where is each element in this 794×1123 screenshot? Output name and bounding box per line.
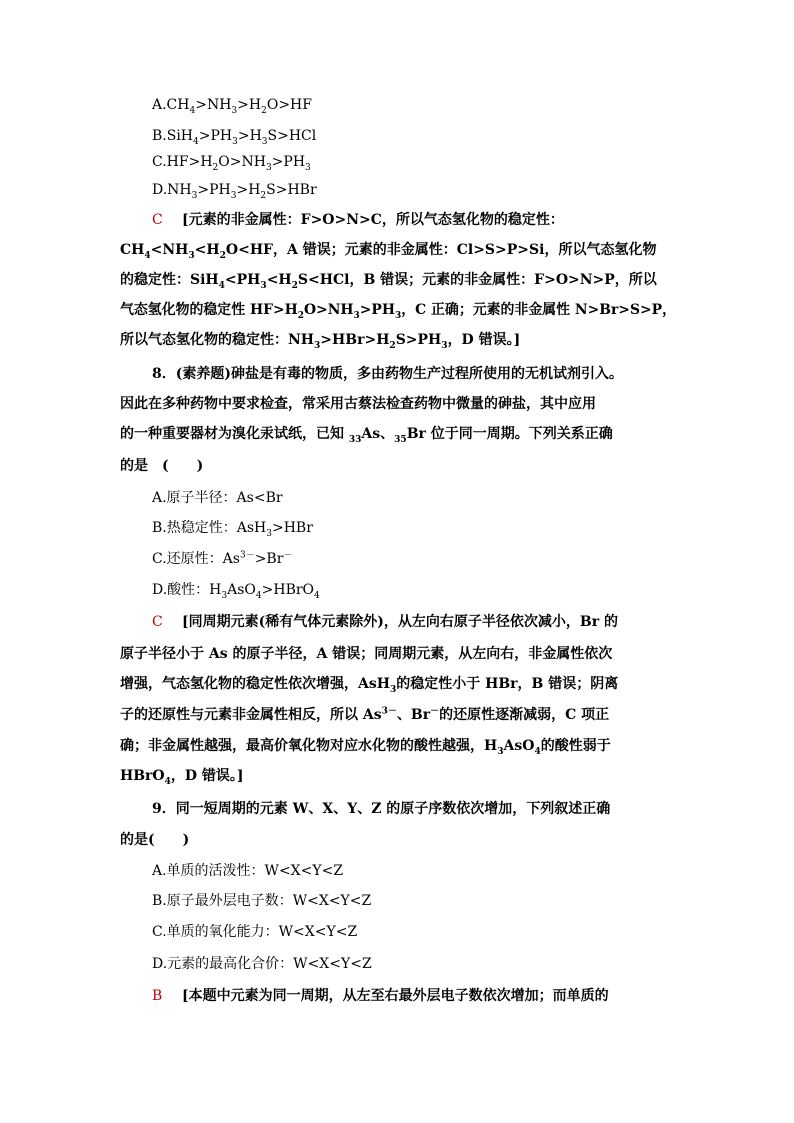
q9-option-b: B.原子最外层电子数：W<X<Y<Z xyxy=(152,893,372,909)
q8-option-a: A.原子半径：As<Br xyxy=(152,490,283,506)
q8-stem-line-4: 的是 ( ) xyxy=(120,458,204,474)
q7-option-a: $A.CH_4>NH_3>H_2O>HF$ xyxy=(152,97,312,115)
q7-explanation-line-5: 所以气态氢化物的稳定性：$NH_3>HBr>H_2S>PH_3$，D 错误。] xyxy=(120,332,521,350)
q8-stem-line-1: 8．(素养题)砷盐是有毒的物质，多由药物生产过程所使用的无机试剂引入。 xyxy=(152,366,623,382)
q9-stem-line-1: 9．同一短周期的元素 W、X、Y、Z 的原子序数依次增加，下列叙述正确 xyxy=(152,801,611,817)
q9-answer-letter: B xyxy=(152,988,163,1004)
q8-stem-line-3: 的一种重要器材为溴化汞试纸，已知 $_{33}$As、$_{35}$Br 位于同一周期。下列关系正确 xyxy=(120,426,613,444)
q8-option-c: C.还原性：$As^{3-}>Br^-$ xyxy=(152,550,293,567)
q7-option-d: $D.NH_3>PH_3>H_2S>HBr$ xyxy=(152,182,317,200)
q7-explanation-line-4: 气态氢化物的稳定性 $HF>H_2O>NH_3>PH_3$，C 正确；元素的非金属性 N>Br>S>P， xyxy=(120,302,676,320)
q8-explanation-line-3: 增强，气态氢化物的稳定性依次增强，AsH$_3$的稳定性小于 HBr，B 错误；阴离 xyxy=(120,676,619,694)
q9-option-d: D.元素的最高化合价：W<X<Y<Z xyxy=(152,956,372,972)
q7-explanation-line-1: C [元素的非金属性：F>O>N>C，所以气态氢化物的稳定性： xyxy=(152,212,564,228)
q8-explanation-line-5: 确；非金属性越强，最高价氧化物对应水化物的酸性越强，$H_3AsO_4$的酸性弱于 xyxy=(120,738,611,756)
q7-option-c: $C.HF>H_2O>NH_3>PH_3$ xyxy=(152,154,311,172)
q8-explanation-line-1: C [同周期元素(稀有气体元素除外)，从左向右原子半径依次减小，Br 的 xyxy=(152,614,618,630)
q7-option-b: $B.SiH_4>PH_3>H_3S>HCl$ xyxy=(152,128,317,146)
q9-option-a: A.单质的活泼性：W<X<Y<Z xyxy=(152,863,344,879)
q8-explanation-line-2: 原子半径小于 As 的原子半径，A 错误；同周期元素，从左向右，非金属性依次 xyxy=(120,646,613,662)
q7-explanation-line-3: 的稳定性：$SiH_4<PH_3<H_2S<HCl$，B 错误；元素的非金属性：F>O>N>P，所以 xyxy=(120,272,657,290)
q8-answer-letter: C xyxy=(152,614,163,630)
q9-stem-line-2: 的是( ) xyxy=(120,832,190,848)
q8-explanation-line-6: HBrO$_4$，D 错误。] xyxy=(120,768,244,786)
q9-explanation-line-1: B [本题中元素为同一周期，从左至右最外层电子数依次增加；而单质的 xyxy=(152,988,609,1004)
q7-explanation-line-2: $CH_4<NH_3<H_2O<HF$，A 错误；元素的非金属性：Cl>S>P>Si，所以气态氢化物 xyxy=(120,242,657,260)
q7-answer-letter: C xyxy=(152,212,163,228)
q8-explanation-line-4: 子的还原性与元素非金属性相反，所以 $As^{3-}$、Br－的还原性逐渐减弱，C 项正 xyxy=(120,706,610,723)
q8-option-d: D.酸性：$H_3AsO_4>HBrO_4$ xyxy=(152,582,320,600)
q9-option-c: C.单质的氧化能力：W<X<Y<Z xyxy=(152,924,358,940)
q8-stem-line-2: 因此在多种药物中要求检查，常采用古蔡法检查药物中微量的砷盐，其中应用 xyxy=(120,396,596,412)
q8-option-b: B.热稳定性：AsH$_3$>HBr xyxy=(152,520,313,538)
